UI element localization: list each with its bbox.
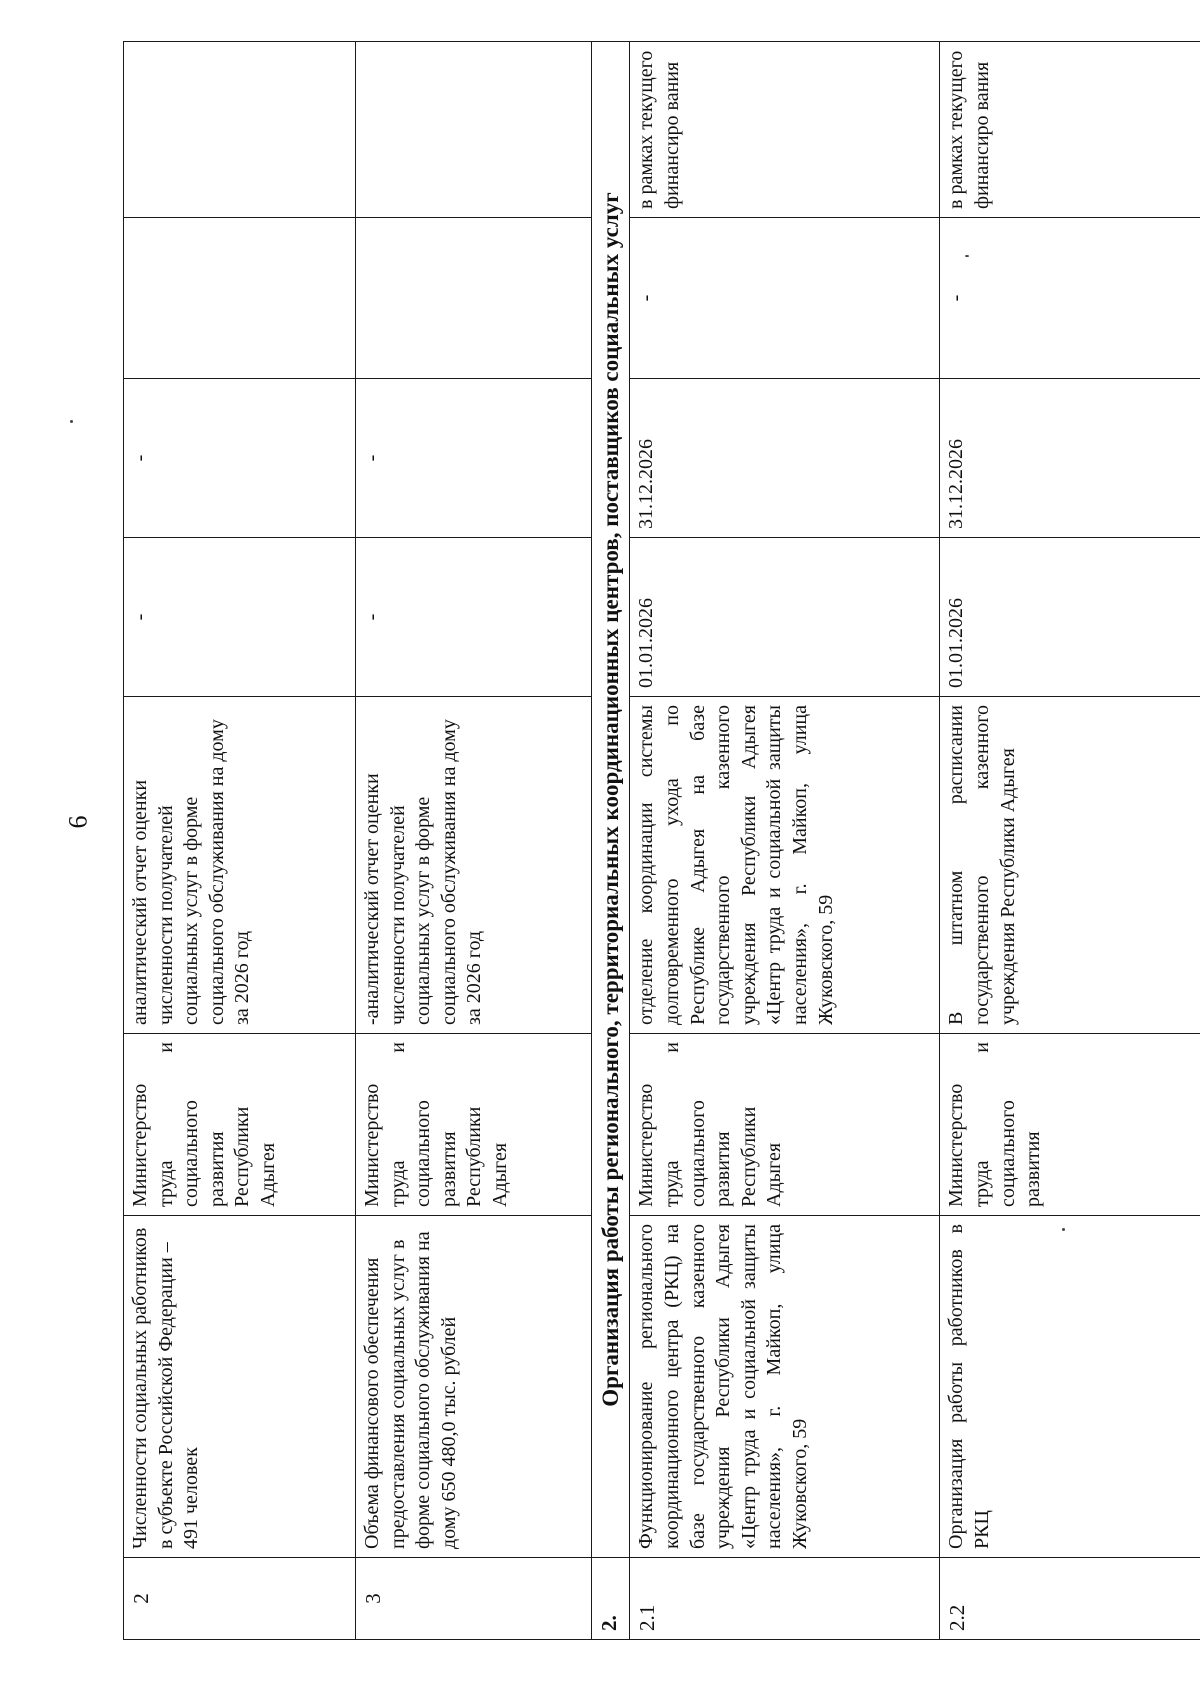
expected-result: В штатном расписании государственного казенного учреждения Республики Адыгея [940, 697, 1200, 1034]
finance-volume [124, 218, 356, 379]
finance-source [356, 42, 592, 218]
measure-name: Объема финансового обеспечения предоставления социальных услуг в форме социального обслуживания на дому 650 480,0 тыс. рублей [356, 1216, 592, 1558]
finance-volume: - [940, 218, 1200, 379]
measure-name: Функционирование регионального координационного центра (РКЦ) на базе государственного казенного учреждения Республики Адыгея «Центр труда и социальной защиты населения», г. Майкоп, улица Жуковского, 59 [630, 1216, 940, 1558]
finance-source: в рамках текущего финансиро вания [630, 42, 940, 218]
start-date: 01.01.2026 [940, 538, 1200, 697]
row-number: 2 [124, 1558, 356, 1640]
responsible-executor: Министерство труда и социального развития Республики Адыгея [630, 1034, 940, 1216]
responsible-executor: Министерство труда и социального развития [940, 1034, 1200, 1216]
expected-result: аналитический отчет оценки численности получателей социальных услуг в форме социального обслуживания на дому за 2026 год [124, 697, 356, 1034]
expected-result: отделение координации системы долговременного ухода по Республике Адыгея на базе государственного казенного учреждения Республики Адыгея «Центр труда и социальной защиты населения», г. Майкоп, улица Жуковского, 59 [630, 697, 940, 1034]
finance-volume [356, 218, 592, 379]
start-date: - [356, 538, 592, 697]
finance-volume: - [630, 218, 940, 379]
responsible-executor: Министерство труда и социального развития Республики Адыгея [124, 1034, 356, 1216]
end-date: 31.12.2026 [940, 379, 1200, 538]
row-number: 2.2 [940, 1558, 1200, 1640]
start-date: - [124, 538, 356, 697]
section-number: 2. [592, 1558, 630, 1640]
measures-table [123, 41, 1200, 1640]
finance-source: в рамках текущего финансиро вания [940, 42, 1200, 218]
end-date: - [356, 379, 592, 538]
scan-speck [1062, 1228, 1065, 1231]
end-date: - [124, 379, 356, 538]
section-title: Организация работы регионального, территориальных координационных центров, поставщиков социальных услуг [592, 42, 630, 1558]
scan-speck [965, 255, 969, 257]
row-number: 3 [356, 1558, 592, 1640]
table-row [356, 42, 592, 1640]
rotated-table-sheet [123, 42, 1200, 1640]
table-row [630, 42, 940, 1640]
start-date: 01.01.2026 [630, 538, 940, 697]
measure-name: Организация работы работников в РКЦ [940, 1216, 1200, 1558]
scan-speck [70, 420, 73, 423]
section-header-row [592, 42, 630, 1640]
expected-result: -аналитический отчет оценки численности получателей социальных услуг в форме социального обслуживания на дому за 2026 год [356, 697, 592, 1034]
table-row [124, 42, 356, 1640]
table-row [940, 42, 1200, 1640]
measure-name: Численности социальных работников в субъекте Российской Федерации – 491 человек [124, 1216, 356, 1558]
finance-source [124, 42, 356, 218]
end-date: 31.12.2026 [630, 379, 940, 538]
responsible-executor: Министерство труда и социального развития Республики Адыгея [356, 1034, 592, 1216]
row-number: 2.1 [630, 1558, 940, 1640]
page-number: 6 [63, 815, 93, 829]
